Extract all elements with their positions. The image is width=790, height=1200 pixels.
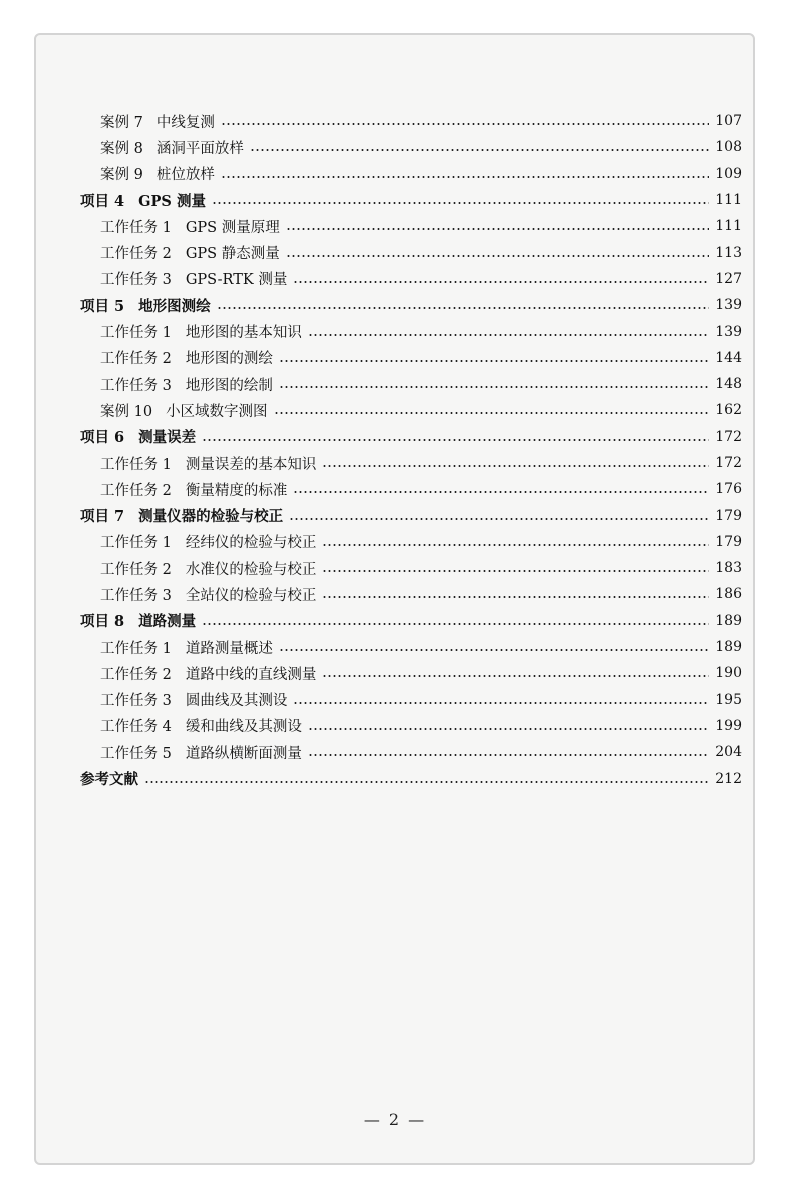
toc-entry-page-number: 127 xyxy=(715,270,742,287)
toc-entry-number: 工作任务 2 xyxy=(100,666,172,683)
toc-entry-title: 涵洞平面放样 xyxy=(156,140,244,157)
table-of-contents xyxy=(80,108,742,792)
toc-entry-number: 工作任务 2 xyxy=(100,246,172,263)
toc-section-entry[interactable] xyxy=(80,239,742,265)
toc-entry-page-number: 190 xyxy=(715,665,742,682)
toc-entry-page-number: 179 xyxy=(715,533,742,550)
dot-leader xyxy=(279,649,709,651)
toc-entry-number: 工作任务 4 xyxy=(100,719,172,736)
toc-entry-number: 工作任务 5 xyxy=(100,745,172,762)
toc-entry-number: 工作任务 1 xyxy=(100,456,172,473)
dot-leader xyxy=(286,228,710,230)
toc-section-entry[interactable] xyxy=(80,713,742,739)
toc-entry-page-number: 186 xyxy=(715,586,742,603)
toc-entry-page-number: 113 xyxy=(715,244,742,261)
toc-entry-title: 经纬仪的检验与校正 xyxy=(185,535,317,552)
toc-entry-page-number: 183 xyxy=(715,560,742,577)
toc-chapter-entry[interactable] xyxy=(80,765,742,791)
toc-entry-page-number: 139 xyxy=(715,323,742,340)
toc-entry-title: 缓和曲线及其测设 xyxy=(185,719,302,736)
dot-leader xyxy=(221,176,709,178)
dot-leader xyxy=(279,360,709,362)
dot-leader xyxy=(322,465,709,467)
dot-leader xyxy=(250,149,709,151)
toc-entry-number: 工作任务 1 xyxy=(100,640,172,657)
dot-leader xyxy=(221,123,709,125)
dot-leader xyxy=(202,439,709,441)
dot-leader xyxy=(144,781,709,783)
dot-leader xyxy=(308,334,709,336)
toc-section-entry[interactable] xyxy=(80,134,742,160)
toc-entry-page-number: 139 xyxy=(715,297,742,314)
toc-entry-page-number: 144 xyxy=(715,349,742,366)
toc-section-entry[interactable] xyxy=(80,266,742,292)
toc-chapter-entry[interactable] xyxy=(80,424,742,450)
toc-entry-title: 地形图的基本知识 xyxy=(185,325,302,342)
toc-entry-number: 项目 4 xyxy=(80,192,125,210)
toc-entry-page-number: 148 xyxy=(715,376,742,393)
dot-leader xyxy=(293,702,709,704)
toc-section-entry[interactable] xyxy=(80,318,742,344)
toc-section-entry[interactable] xyxy=(80,397,742,423)
toc-section-entry[interactable] xyxy=(80,555,742,581)
toc-entry-number: 案例 9 xyxy=(100,167,143,184)
toc-entry-title: 道路测量概述 xyxy=(185,640,273,657)
toc-entry-page-number: 199 xyxy=(715,717,742,734)
toc-chapter-entry[interactable] xyxy=(80,502,742,528)
toc-entry-title: 地形图测绘 xyxy=(138,297,211,315)
toc-entry-number: 案例 7 xyxy=(100,114,143,131)
toc-entry-page-number: 162 xyxy=(715,402,742,419)
toc-entry-number: 案例 8 xyxy=(100,140,143,157)
dot-leader xyxy=(202,623,709,625)
toc-entry-number: 工作任务 1 xyxy=(100,325,172,342)
toc-entry-page-number: 107 xyxy=(715,113,742,130)
toc-entry-title: 道路中线的直线测量 xyxy=(185,666,317,683)
toc-section-entry[interactable] xyxy=(80,108,742,134)
toc-entry-title: 测量仪器的检验与校正 xyxy=(138,508,284,526)
dot-leader xyxy=(322,596,709,598)
toc-entry-title: 水准仪的检验与校正 xyxy=(185,561,317,578)
toc-entry-number: 工作任务 3 xyxy=(100,272,172,289)
toc-entry-title: 道路测量 xyxy=(138,613,197,631)
toc-chapter-entry[interactable] xyxy=(80,187,742,213)
dot-leader xyxy=(279,386,709,388)
toc-entry-page-number: 195 xyxy=(715,691,742,708)
toc-entry-title: GPS 测量原理 xyxy=(185,219,280,236)
page-number: — 2 — xyxy=(363,1110,427,1129)
toc-entry-page-number: 204 xyxy=(715,744,742,761)
dot-leader xyxy=(308,728,709,730)
toc-entry-title: 测量误差的基本知识 xyxy=(185,456,317,473)
toc-entry-page-number: 189 xyxy=(715,639,742,656)
toc-section-entry[interactable] xyxy=(80,161,742,187)
toc-entry-number: 案例 10 xyxy=(100,403,153,420)
toc-entry-title: 小区域数字测图 xyxy=(166,403,268,420)
toc-chapter-entry[interactable] xyxy=(80,608,742,634)
toc-chapter-entry[interactable] xyxy=(80,292,742,318)
toc-entry-title: GPS 静态测量 xyxy=(185,246,280,263)
toc-entry-title: GPS 测量 xyxy=(138,192,206,210)
toc-entry-number: 工作任务 3 xyxy=(100,587,172,604)
toc-entry-title: 参考文献 xyxy=(80,771,138,789)
dot-leader xyxy=(293,491,709,493)
toc-entry-page-number: 109 xyxy=(715,165,742,182)
toc-section-entry[interactable] xyxy=(80,581,742,607)
toc-entry-title: 道路纵横断面测量 xyxy=(185,745,302,762)
toc-entry-title: 全站仪的检验与校正 xyxy=(185,587,317,604)
dot-leader xyxy=(289,518,709,520)
toc-entry-page-number: 176 xyxy=(715,481,742,498)
dot-leader xyxy=(293,281,709,283)
toc-entry-number: 项目 8 xyxy=(80,613,125,631)
toc-section-entry[interactable] xyxy=(80,634,742,660)
toc-entry-number: 项目 5 xyxy=(80,297,125,315)
toc-entry-number: 工作任务 1 xyxy=(100,219,172,236)
toc-entry-page-number: 172 xyxy=(715,455,742,471)
dot-leader xyxy=(286,255,710,257)
toc-section-entry[interactable] xyxy=(80,213,742,239)
toc-entry-page-number: 179 xyxy=(715,507,742,524)
toc-entry-page-number: 111 xyxy=(715,218,742,235)
toc-section-entry[interactable] xyxy=(80,739,742,765)
toc-entry-number: 项目 6 xyxy=(80,429,125,447)
toc-entry-page-number: 212 xyxy=(715,770,742,787)
toc-section-entry[interactable] xyxy=(80,345,742,371)
toc-entry-number: 工作任务 2 xyxy=(100,482,172,499)
toc-entry-page-number: 108 xyxy=(715,139,742,156)
toc-entry-page-number: 172 xyxy=(715,428,742,445)
toc-entry-title: 中线复测 xyxy=(156,114,215,131)
toc-entry-title: 桩位放样 xyxy=(156,167,215,184)
toc-entry-number: 工作任务 3 xyxy=(100,693,172,710)
toc-section-entry[interactable] xyxy=(80,450,742,476)
toc-entry-number: 项目 7 xyxy=(80,508,125,526)
dot-leader xyxy=(308,754,709,756)
toc-entry-title: 地形图的测绘 xyxy=(185,351,273,368)
toc-section-entry[interactable] xyxy=(80,476,742,502)
toc-entry-page-number: 189 xyxy=(715,612,742,629)
toc-entry-number: 工作任务 1 xyxy=(100,535,172,552)
dot-leader xyxy=(322,544,709,546)
dot-leader xyxy=(217,307,710,309)
toc-section-entry[interactable] xyxy=(80,529,742,555)
dot-leader xyxy=(212,202,709,204)
toc-entry-title: GPS-RTK 测量 xyxy=(185,272,288,289)
toc-entry-title: 测量误差 xyxy=(138,429,197,447)
toc-entry-title: 圆曲线及其测设 xyxy=(185,693,288,710)
dot-leader xyxy=(322,675,709,677)
dot-leader xyxy=(274,412,710,414)
dot-leader xyxy=(322,570,709,572)
toc-entry-page-number: 111 xyxy=(715,192,742,209)
toc-section-entry[interactable] xyxy=(80,660,742,686)
toc-entry-title: 地形图的绘制 xyxy=(185,377,273,394)
toc-entry-number: 工作任务 3 xyxy=(100,377,172,394)
toc-entry-number: 工作任务 2 xyxy=(100,561,172,578)
toc-entry-title: 衡量精度的标准 xyxy=(185,482,288,499)
toc-section-entry[interactable] xyxy=(80,687,742,713)
toc-section-entry[interactable] xyxy=(80,371,742,397)
toc-entry-number: 工作任务 2 xyxy=(100,351,172,368)
